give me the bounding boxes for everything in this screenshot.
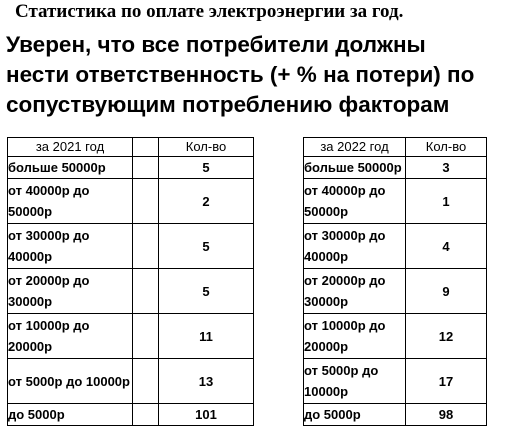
- table-row: [8, 314, 254, 359]
- subtitle-line: Уверен, что все потребители должны: [6, 32, 426, 57]
- count-cell: 13: [159, 359, 254, 404]
- table-row: [304, 179, 487, 224]
- range-cell: от 30000р до 40000р: [8, 224, 133, 269]
- page-title: Статистика по оплате электроэнергии за год.: [15, 1, 404, 22]
- spacer-cell: [133, 314, 159, 359]
- table-row: [304, 224, 487, 269]
- header-count-2021: Кол-во: [159, 138, 254, 157]
- range-cell: от 5000р до 10000р: [304, 359, 406, 404]
- count-cell: 2: [159, 179, 254, 224]
- count-cell: 11: [159, 314, 254, 359]
- subtitle: [6, 30, 526, 120]
- header-period-2022: за 2022 год: [304, 138, 406, 157]
- spacer-cell: [133, 404, 159, 426]
- table-row: [8, 157, 254, 179]
- table-row: [304, 269, 487, 314]
- range-cell: от 20000р до 30000р: [8, 269, 133, 314]
- header-spacer: [133, 138, 159, 157]
- range-cell: до 5000р: [304, 404, 406, 426]
- count-cell: 3: [406, 157, 487, 179]
- range-cell: от 10000р до 20000р: [8, 314, 133, 359]
- subtitle-line: нести ответственность (+ % на потери) по: [6, 62, 475, 87]
- range-cell: больше 50000р: [8, 157, 133, 179]
- count-cell: 5: [159, 157, 254, 179]
- table-row: [304, 314, 487, 359]
- table-row: [8, 179, 254, 224]
- range-cell: от 40000р до 50000р: [304, 179, 406, 224]
- count-cell: 12: [406, 314, 487, 359]
- count-cell: 98: [406, 404, 487, 426]
- table-row: [304, 157, 487, 179]
- count-cell: 4: [406, 224, 487, 269]
- count-cell: 9: [406, 269, 487, 314]
- range-cell: до 5000р: [8, 404, 133, 426]
- range-cell: от 40000р до 50000р: [8, 179, 133, 224]
- table-row: [304, 404, 487, 426]
- header-count-2022: Кол-во: [406, 138, 487, 157]
- count-cell: 1: [406, 179, 487, 224]
- range-cell: от 20000р до 30000р: [304, 269, 406, 314]
- range-cell: от 30000р до 40000р: [304, 224, 406, 269]
- spacer-cell: [133, 359, 159, 404]
- spacer-cell: [133, 157, 159, 179]
- count-cell: 101: [159, 404, 254, 426]
- spacer-cell: [133, 269, 159, 314]
- table-row: [8, 404, 254, 426]
- spacer-cell: [133, 179, 159, 224]
- subtitle-line: сопуствующим потреблению факторам: [6, 92, 450, 117]
- count-cell: 5: [159, 269, 254, 314]
- table-row: [8, 269, 254, 314]
- table-row: [8, 224, 254, 269]
- table-row: [8, 359, 254, 404]
- range-cell: от 10000р до 20000р: [304, 314, 406, 359]
- range-cell: больше 50000р: [304, 157, 406, 179]
- count-cell: 5: [159, 224, 254, 269]
- count-cell: 17: [406, 359, 487, 404]
- table-2021: [7, 137, 254, 426]
- header-period-2021: за 2021 год: [8, 138, 133, 157]
- spacer-cell: [133, 224, 159, 269]
- table-row: [304, 359, 487, 404]
- table-2022: [303, 137, 487, 426]
- range-cell: от 5000р до 10000р: [8, 359, 133, 404]
